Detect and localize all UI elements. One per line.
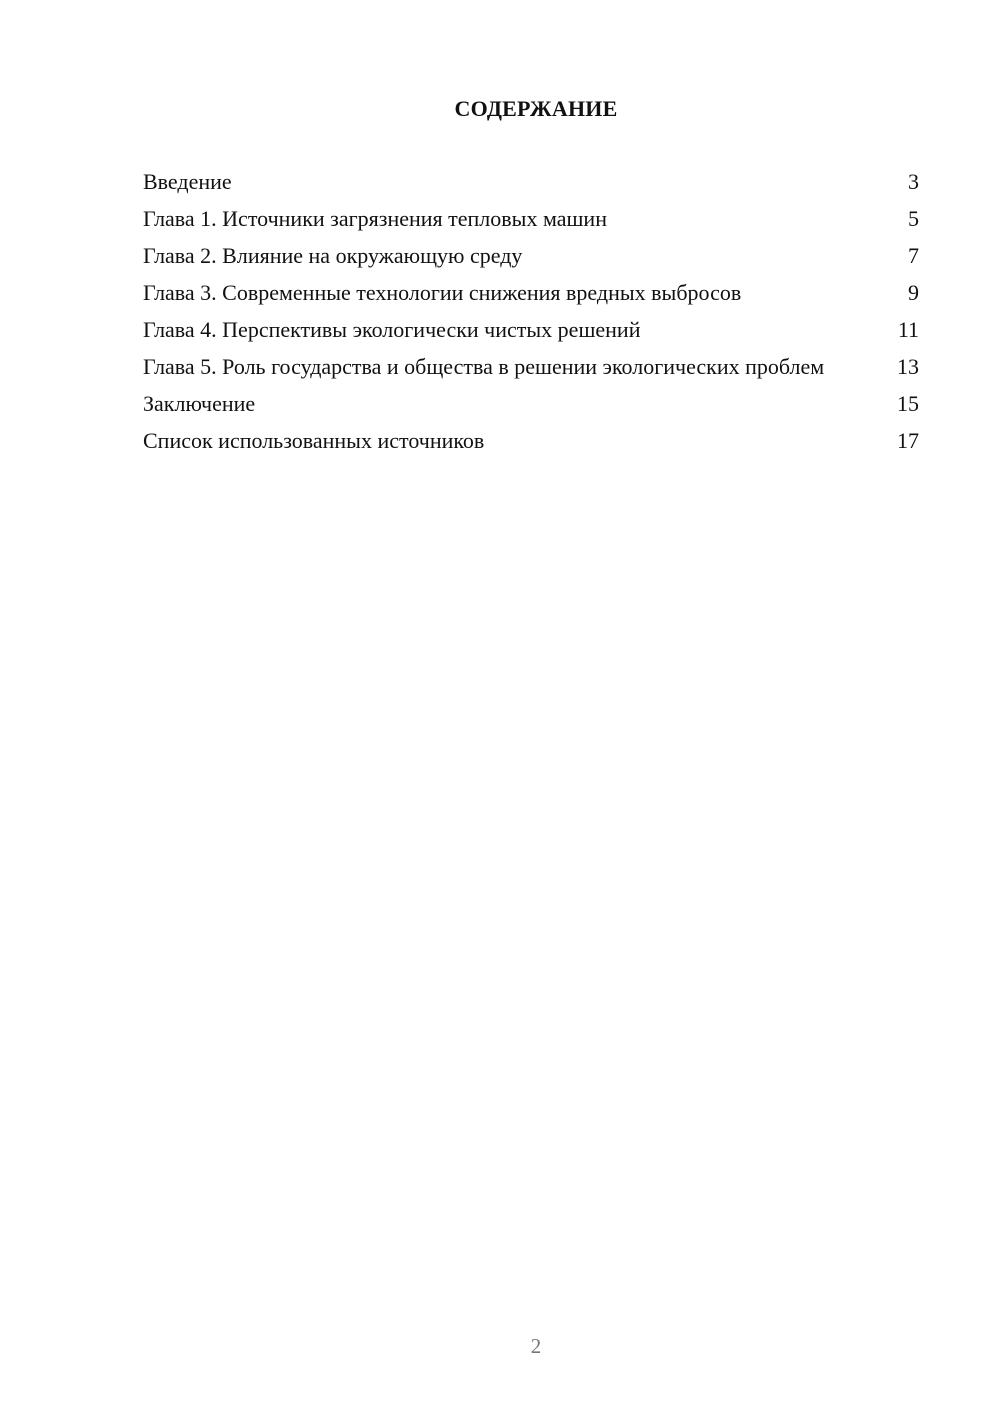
toc-entry-label: Глава 2. Влияние на окружающую среду bbox=[143, 243, 523, 268]
toc-entry-label: Глава 1. Источники загрязнения тепловых машин bbox=[143, 206, 607, 231]
toc-entry-references bbox=[143, 427, 919, 455]
toc-entry-chapter-2 bbox=[143, 242, 919, 270]
table-of-contents bbox=[143, 168, 919, 464]
toc-entry-page: 17 bbox=[897, 428, 919, 453]
toc-entry-page: 5 bbox=[908, 206, 919, 231]
toc-entry-page: 7 bbox=[908, 243, 919, 268]
toc-entry-chapter-5 bbox=[143, 353, 919, 381]
toc-entry-label: Глава 4. Перспективы экологически чистых решений bbox=[143, 317, 641, 342]
toc-entry-page: 13 bbox=[897, 354, 919, 379]
page-number: 2 bbox=[530, 1334, 542, 1358]
toc-entry-introduction bbox=[143, 168, 919, 196]
toc-entry-chapter-3 bbox=[143, 279, 919, 307]
toc-entry-label: Введение bbox=[143, 169, 232, 194]
toc-entry-page: 9 bbox=[908, 280, 919, 305]
toc-entry-conclusion bbox=[143, 390, 919, 418]
toc-entry-label: Заключение bbox=[143, 391, 256, 416]
toc-entry-label: Список использованных источников bbox=[143, 428, 485, 453]
toc-entry-page: 11 bbox=[897, 317, 919, 342]
toc-entry-chapter-1 bbox=[143, 205, 919, 233]
toc-title: СОДЕРЖАНИЕ bbox=[454, 96, 618, 121]
toc-entry-label: Глава 3. Современные технологии снижения вредных выбросов bbox=[143, 280, 742, 305]
toc-entry-page: 3 bbox=[908, 169, 919, 194]
toc-entry-chapter-4 bbox=[143, 316, 919, 344]
toc-entry-page: 15 bbox=[897, 391, 919, 416]
toc-entry-label: Глава 5. Роль государства и общества в решении экологических проблем bbox=[143, 354, 825, 379]
